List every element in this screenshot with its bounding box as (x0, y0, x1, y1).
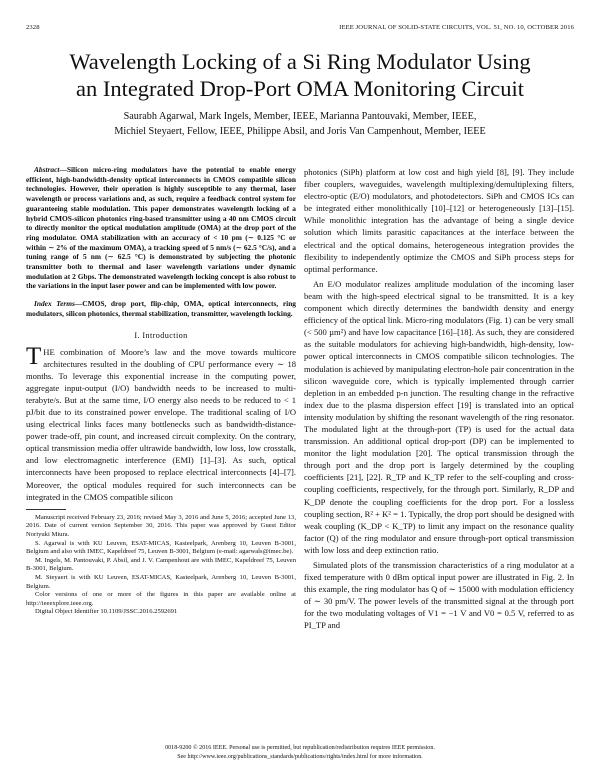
body-paragraph-simulated-plots: Simulated plots of the transmission characteristics of a ring modulator at a fixed temperature with 0 dBm optical input power are illustrated in Fig. 2. In this example, the ring modulator has Q of ∼ 15000 with modulation efficiency of ∼ 30 pm/V. The power levels of the transmitted signal at the through port for the two modulating voltages of V1 = −1 V and V0 = 0.5 V, referred to as PI_TP and (304, 560, 574, 631)
abstract-label: Abstract— (34, 165, 67, 174)
left-column (26, 165, 296, 617)
section-heading-introduction: I. Introduction (134, 330, 188, 340)
authors-line-1: Saurabh Agarwal, Mark Ingels, Member, IEEE, Marianna Pantouvaki, Member, IEEE, (123, 111, 477, 122)
page-number: 2328 (26, 24, 40, 31)
abstract-text: Silicon micro-ring modulators have the potential to enable energy efficient, high-bandwidth-density optical interconnects in CMOS compatible silicon technologies. However, their operation is highly susceptible to any thermal, laser wavelength or process variations and, as such, require a feedback control system for guaranteeing stable modulation. This paper demonstrates wavelength locking of a hybrid CMOS-silicon photonics ring-based transmitter using a 40 nm CMOS circuit to directly monitor the optical modulation amplitude (OMA) at the drop port of the ring modulator. OMA stabilization with an accuracy of < 10 pm (∼ 0.125 °C or within ∼ 2% of the maximum OMA), a tracking speed of 5 nm/s (∼ 62.5 °C/s), and a tuning range of 5 nm (∼ 62.5 °C) is demonstrated by subjecting the photonic transmitter both to thermal and laser wavelength variations under dynamic modulation at 2 Gbps. The demonstrated wavelength locking concept is also robust to the variations in the input laser power and can be implemented with low power. (26, 165, 296, 291)
paper-title (20, 48, 580, 102)
footnote-author-steyaert: M. Steyaert is with KU Leuven, ESAT-MICAS, Kasteelpark, Arenberg 10, Leuven B-3001, Belgium. (26, 573, 296, 590)
intro-paragraph-text: HE combination of Moore’s law and the move towards multicore architectures resulted in the doubling of CPU performance every ∼ 18 months. To leverage this exponential increase in the computing power, aggregate input-output (I/O) bandwidth needs to be increased to multi-terabyte/s. But at the same time, I/O energy also needs to be reduced to < 1 pJ/bit due to its constrained power envelope. The traditional scaling of I/O using electrical links faces many bottlenecks such as bandwidth-distance-power trade-off, pin count, and increased circuit complexity. On the contrary, optical transmission media offer ultrawide bandwidth, low loss, low crosstalk, and low electromagnetic interference (EMI) [1]–[3]. As such, optical interconnects have been proposed to replace electrical interconnects [4]–[7]. Moreover, the optical modules required for such interconnects can be integrated in the CMOS compatible silicon (26, 346, 296, 502)
footer-line-1: 0018-9200 © 2016 IEEE. Personal use is permitted, but republication/redistribution requires IEEE permission. (165, 745, 435, 751)
journal-name: IEEE JOURNAL OF SOLID-STATE CIRCUITS, VOL. 51, NO. 10, OCTOBER 2016 (339, 24, 574, 31)
copyright-footer (20, 744, 580, 761)
abstract (26, 165, 296, 291)
authors-line-2: Michiel Steyaert, Fellow, IEEE, Philippe Absil, and Joris Van Campenhout, Member, IEEE (114, 126, 486, 137)
title-line-1: Wavelength Locking of a Si Ring Modulator Using (69, 49, 531, 74)
footnote-doi: Digital Object Identifier 10.1109/JSSC.2016.2592691 (35, 608, 178, 616)
footnote-author-agarwal: S. Agarwal is with KU Leuven, ESAT-MICAS, Kasteelpark, Arenberg 10, Leuven B-3001, Belgium and also with IMEC, Kapeldreef 75, Leuven B-3001, Belgium (e-mail: agarwals@imec.be). (26, 539, 296, 556)
index-terms (26, 299, 296, 318)
footnote-authors-imec: M. Ingels, M. Pantouvaki, P. Absil, and J. V. Campenhout are with IMEC, Kapeldreef 75, Leuven B-3001, Belgium. (26, 556, 296, 573)
footnote-color-versions: Color versions of one or more of the figures in this paper are available online at http://ieeexplore.ieee.org. (26, 591, 296, 607)
body-paragraph-eo-modulator: An E/O modulator realizes amplitude modulation of the incoming laser beam with the high-speed electrical signal to be transmitted. It is a key component which directly determines the bandwidth density and energy efficiency of the optical link. Micro-ring modulators (Fig. 1) can be very small (< 500 µm²) and have low capacitance [16]–[18]. As such, they are considered as the suitable modulators for achieving high-bandwidth, high-density, low-power optical interconnects in CMOS compatible silicon technologies. The modulation is achieved by manipulating electron-hole pair concentration in the silicon waveguide core, which is typically implemented through carrier depletion in an embedded p-n junction. The resulting change in the refractive index due to the plasma dispersion effect [19] is translated into an optical intensity modulation by shifting the resonant wavelength of the ring resonator. The modulated light at the through-port (TP) is used for the actual data transmission. An additional optical drop-port (DP) can be implemented to monitor the light modulation [20]. The optical transmission through the through port and the drop port is largely determined by the coupling coefficients [21], [22]. R_TP and K_TP refer to the self-coupling and cross-coupling coefficients, respectively, for the through port. Similarly, R_DP and K_DP denote the coupling coefficients for the drop port. For a lossless coupling section, R² + K² = 1. Typically, the drop port should be designed with weak coupling (K_DP < K_TP) to limit any impact on the resonance quality factor (Q) of the ring modulator and ensure through-port optical transmission with low loss and deep extinction ratio. (304, 278, 574, 555)
index-terms-text: CMOS, drop port, flip-chip, OMA, optical interconnects, ring modulators, silicon photonics, thermal stabilization, transmitter, wavelength locking. (26, 299, 296, 318)
running-header (26, 24, 574, 36)
intro-paragraph (26, 342, 296, 503)
body-paragraph-siph: photonics (SiPh) platform at low cost and high yield [8], [9]. They include fiber couplers, waveguides, wavelength multiplexing/demultiplexing filters, electro-optic (E/O) modulators, and photodetectors. SiPh and CMOS ICs can be integrated either monolithically [10]–[12] or heterogeneously [13]–[15]. While monolithic integration has the advantage of being a single device solution which limits parasitic capacitances at the interface between the electrical and the optical domains, heterogeneous integration provides the flexibility to independently optimize the CMOS and SiPh process steps for optimal performance. (304, 167, 574, 274)
title-line-2: an Integrated Drop-Port OMA Monitoring Circuit (75, 76, 525, 101)
right-column (304, 166, 574, 632)
footnote-manuscript: Manuscript received February 23, 2016; revised May 3, 2016 and June 5, 2016; accepted June 13, 2016. Date of current version September 30, 2016. This paper was approved by Guest Editor Noriyuki Miura. (26, 513, 296, 538)
author-list (30, 109, 570, 139)
footer-line-2: See http://www.ieee.org/publications_standards/publications/rights/index.html for more information. (177, 753, 423, 760)
footnote-rule (26, 509, 66, 510)
drop-cap: T (26, 342, 42, 370)
index-terms-label: Index Terms— (34, 299, 83, 309)
